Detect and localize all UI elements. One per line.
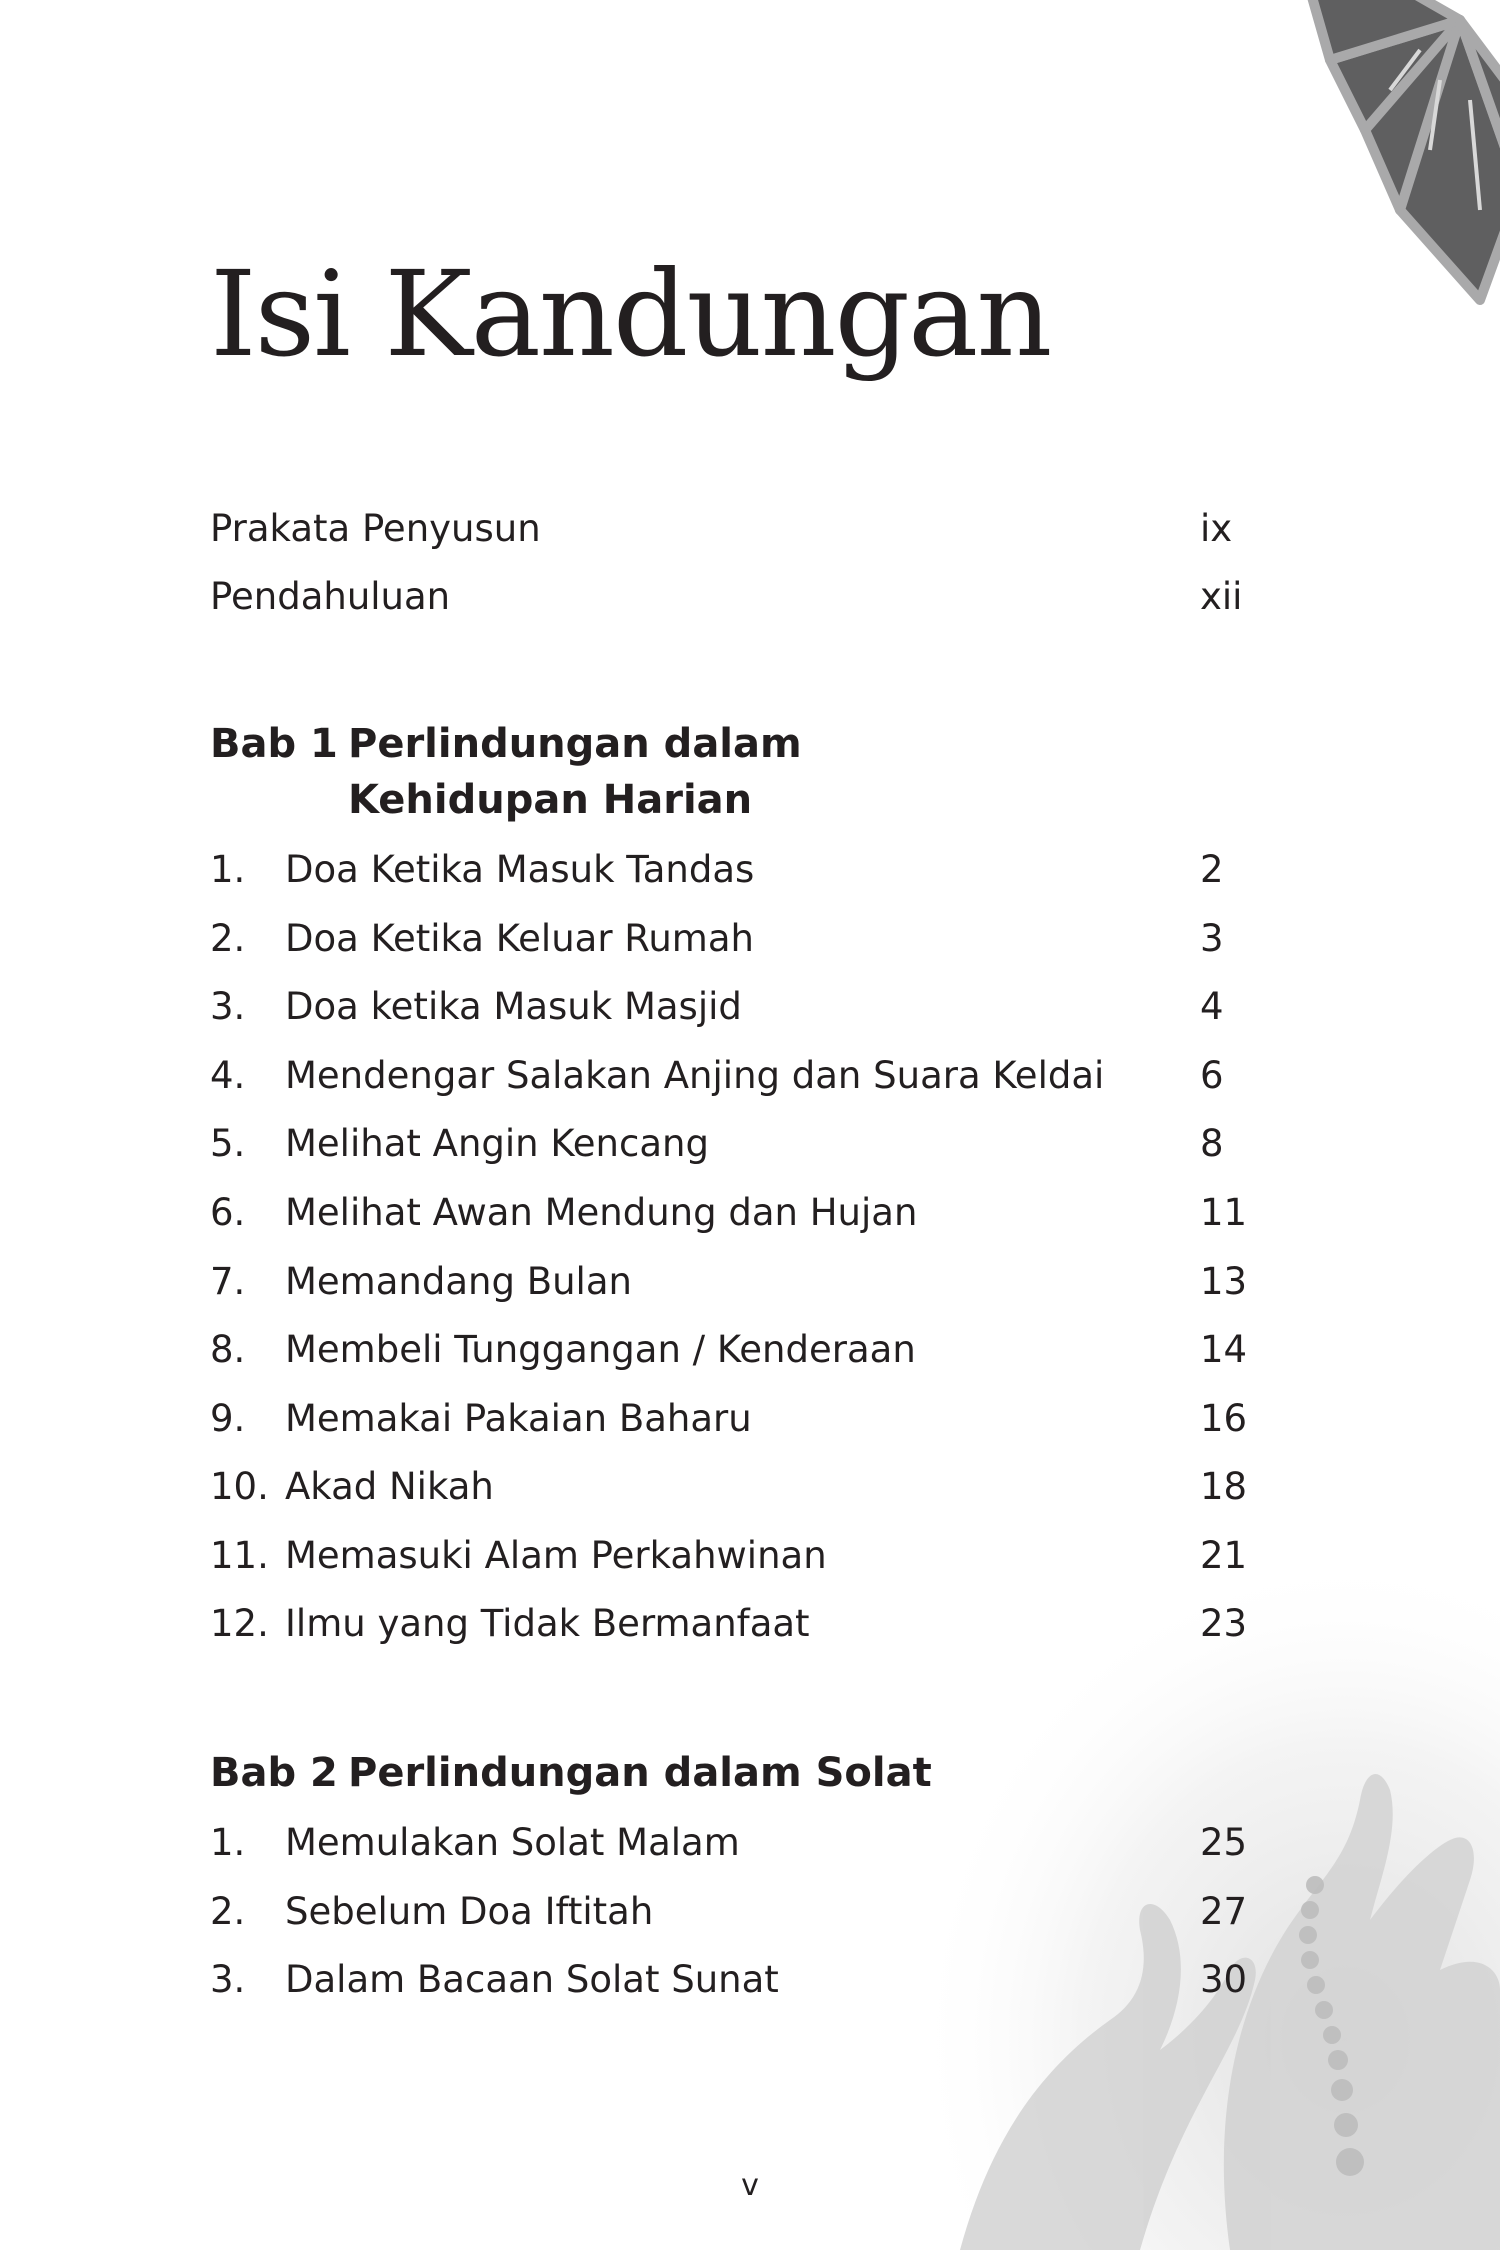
toc-entry[interactable] — [210, 1882, 1248, 1942]
chapter-title-line1: Perlindungan dalam Solat — [348, 1750, 932, 1796]
entry-label: Ilmu yang Tidak Bermanfaat — [285, 1602, 810, 1645]
entry-page: 21 — [1200, 1534, 1248, 1577]
entry-label: Membeli Tunggangan / Kenderaan — [285, 1328, 916, 1371]
entry-number: 2. — [210, 917, 246, 960]
entry-page: 25 — [1200, 1821, 1248, 1864]
toc-entry[interactable] — [210, 1594, 1248, 1654]
entry-number: 12. — [210, 1602, 269, 1645]
entry-label: Prakata Penyusun — [210, 507, 541, 550]
entry-label: Memakai Pakaian Baharu — [285, 1397, 752, 1440]
entry-number: 8. — [210, 1328, 246, 1371]
entry-page: 18 — [1200, 1465, 1248, 1508]
toc-entry[interactable] — [210, 1320, 1248, 1380]
entry-page: 3 — [1200, 917, 1224, 960]
entry-label: Melihat Angin Kencang — [285, 1122, 709, 1165]
toc-entry[interactable] — [210, 840, 1245, 900]
chapter-number: Bab 1 — [210, 721, 338, 767]
entry-page: 13 — [1200, 1260, 1248, 1303]
entry-number: 10. — [210, 1465, 269, 1508]
toc-entry-introduction[interactable] — [210, 567, 1245, 627]
toc-entry-preface[interactable] — [210, 499, 1245, 559]
entry-page: 8 — [1200, 1122, 1224, 1165]
entry-page: 16 — [1200, 1397, 1248, 1440]
entry-label: Doa Ketika Masuk Tandas — [285, 848, 755, 891]
entry-number: 9. — [210, 1397, 246, 1440]
entry-page: 2 — [1200, 848, 1224, 891]
entry-label: Memulakan Solat Malam — [285, 1821, 740, 1864]
chapter-title — [348, 716, 908, 828]
entry-page: xii — [1200, 575, 1243, 618]
entry-label: Pendahuluan — [210, 575, 451, 618]
geometric-ornament-icon — [1210, 0, 1500, 320]
page-number: v — [741, 2168, 759, 2203]
entry-page: 23 — [1200, 1602, 1248, 1645]
entry-number: 4. — [210, 1054, 246, 1097]
entry-number: 7. — [210, 1260, 246, 1303]
entry-label: Dalam Bacaan Solat Sunat — [285, 1958, 779, 2001]
entry-label: Melihat Awan Mendung dan Hujan — [285, 1191, 918, 1234]
toc-entry[interactable] — [210, 1389, 1248, 1449]
toc-entry[interactable] — [210, 1183, 1248, 1243]
entry-label: Sebelum Doa Iftitah — [285, 1890, 654, 1933]
chapter-title-line1: Perlindungan dalam — [348, 721, 802, 767]
entry-number: 3. — [210, 985, 246, 1028]
entry-page: 6 — [1200, 1054, 1224, 1097]
chapter-title-line2: Kehidupan Harian — [348, 777, 753, 823]
entry-number: 1. — [210, 848, 246, 891]
chapter-number: Bab 2 — [210, 1750, 338, 1796]
toc-entry[interactable] — [210, 1813, 1248, 1873]
entry-number: 2. — [210, 1890, 246, 1933]
toc-entry[interactable] — [210, 1046, 1245, 1106]
entry-page: 27 — [1200, 1890, 1248, 1933]
entry-label: Doa ketika Masuk Masjid — [285, 985, 742, 1028]
entry-page: 30 — [1200, 1958, 1248, 2001]
entry-label: Doa Ketika Keluar Rumah — [285, 917, 754, 960]
entry-number: 5. — [210, 1122, 246, 1165]
entry-label: Memandang Bulan — [285, 1260, 632, 1303]
entry-page: 11 — [1200, 1191, 1248, 1234]
entry-label: Memasuki Alam Perkahwinan — [285, 1534, 827, 1577]
toc-entry[interactable] — [210, 1457, 1248, 1517]
toc-entry[interactable] — [210, 1950, 1248, 2010]
entry-number: 6. — [210, 1191, 246, 1234]
entry-page: 4 — [1200, 985, 1224, 1028]
toc-entry[interactable] — [210, 909, 1245, 969]
toc-entry[interactable] — [210, 1526, 1248, 1586]
entry-page: 14 — [1200, 1328, 1248, 1371]
page-title: Isi Kandungan — [210, 245, 1051, 383]
chapter-title — [348, 1745, 1148, 1801]
entry-page: ix — [1200, 507, 1233, 550]
entry-number: 11. — [210, 1534, 269, 1577]
entry-label: Mendengar Salakan Anjing dan Suara Keldai — [285, 1054, 1105, 1097]
toc-entry[interactable] — [210, 1252, 1248, 1312]
toc-entry[interactable] — [210, 977, 1245, 1037]
toc-entry[interactable] — [210, 1114, 1245, 1174]
entry-number: 1. — [210, 1821, 246, 1864]
entry-number: 3. — [210, 1958, 246, 2001]
entry-label: Akad Nikah — [285, 1465, 494, 1508]
